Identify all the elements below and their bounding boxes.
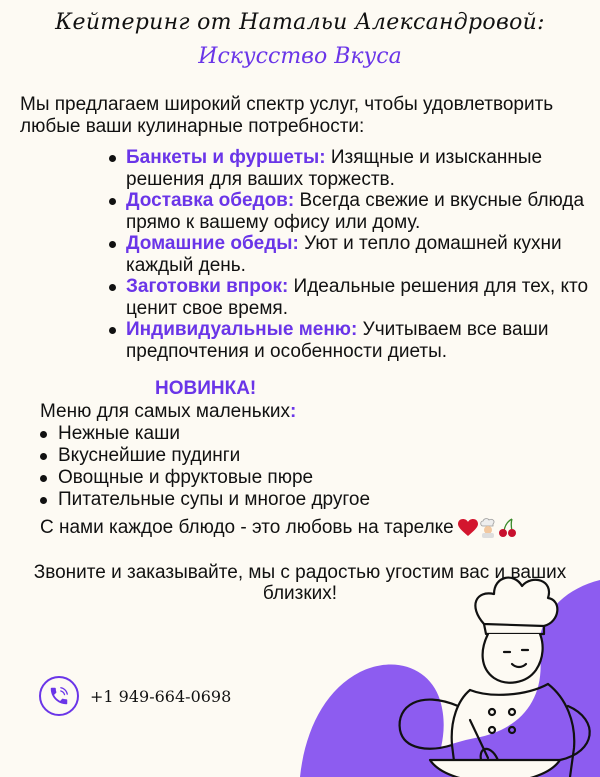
service-name: Доставка обедов: <box>126 190 295 211</box>
service-name: Банкеты и фуршеты: <box>126 147 326 168</box>
call-to-action: Звоните и заказывайте, мы с радостью угостим вас и ваших близких! <box>33 562 567 604</box>
phone-button[interactable] <box>39 676 79 716</box>
list-item: Нежные каши <box>58 423 370 445</box>
service-name: Индивидуальные меню: <box>126 319 358 340</box>
service-name: Заготовки впрок: <box>126 276 289 297</box>
list-item: Вкуснейшие пудинги <box>58 445 370 467</box>
list-item <box>126 319 594 362</box>
chef-icon <box>478 518 498 538</box>
service-desc: Уют и тепло домашней кухни каждый день. <box>126 233 562 276</box>
purple-blob-left <box>300 665 444 777</box>
kids-menu-colon: : <box>290 401 297 422</box>
cherries-icon <box>498 518 518 538</box>
list-item <box>126 190 594 233</box>
list-item <box>126 147 594 190</box>
service-name: Домашние обеды: <box>126 233 299 254</box>
kids-menu-title <box>40 401 296 423</box>
phone-icon <box>48 685 70 707</box>
list-item: Овощные и фруктовые пюре <box>58 467 370 489</box>
tagline-emoji <box>458 518 518 538</box>
service-desc: Идеальные решения для тех, кто ценит свое время. <box>126 276 589 319</box>
service-desc: Изящные и изысканные решения для ваших торжеств. <box>126 147 543 190</box>
page-title: Кейтеринг от Натальи Александровой: <box>55 10 545 35</box>
list-item <box>126 233 594 276</box>
page-subtitle: Искусство Вкуса <box>198 44 402 69</box>
kids-menu-list <box>58 423 370 511</box>
list-item: Питательные супы и многое другое <box>58 489 371 510</box>
intro-text: Мы предлагаем широкий спектр услуг, чтобы удовлетворить любые ваши кулинарные потребности: <box>20 94 554 137</box>
tagline <box>40 517 518 539</box>
service-desc: Всегда свежие и вкусные блюда прямо к вашему офису или дому. <box>126 190 585 233</box>
list-item <box>126 276 594 319</box>
tagline-text: С нами каждое блюдо - это любовь на тарелке <box>40 517 454 538</box>
heart-icon <box>458 519 478 537</box>
phone-number[interactable]: +1 949-664-0698 <box>90 687 232 706</box>
service-desc: Учитываем все ваши предпочтения и особенности диеты. <box>126 319 549 362</box>
novelty-label: НОВИНКА! <box>155 378 257 399</box>
services-list <box>126 147 594 362</box>
kids-menu-title-text: Меню для самых маленьких <box>40 401 291 422</box>
